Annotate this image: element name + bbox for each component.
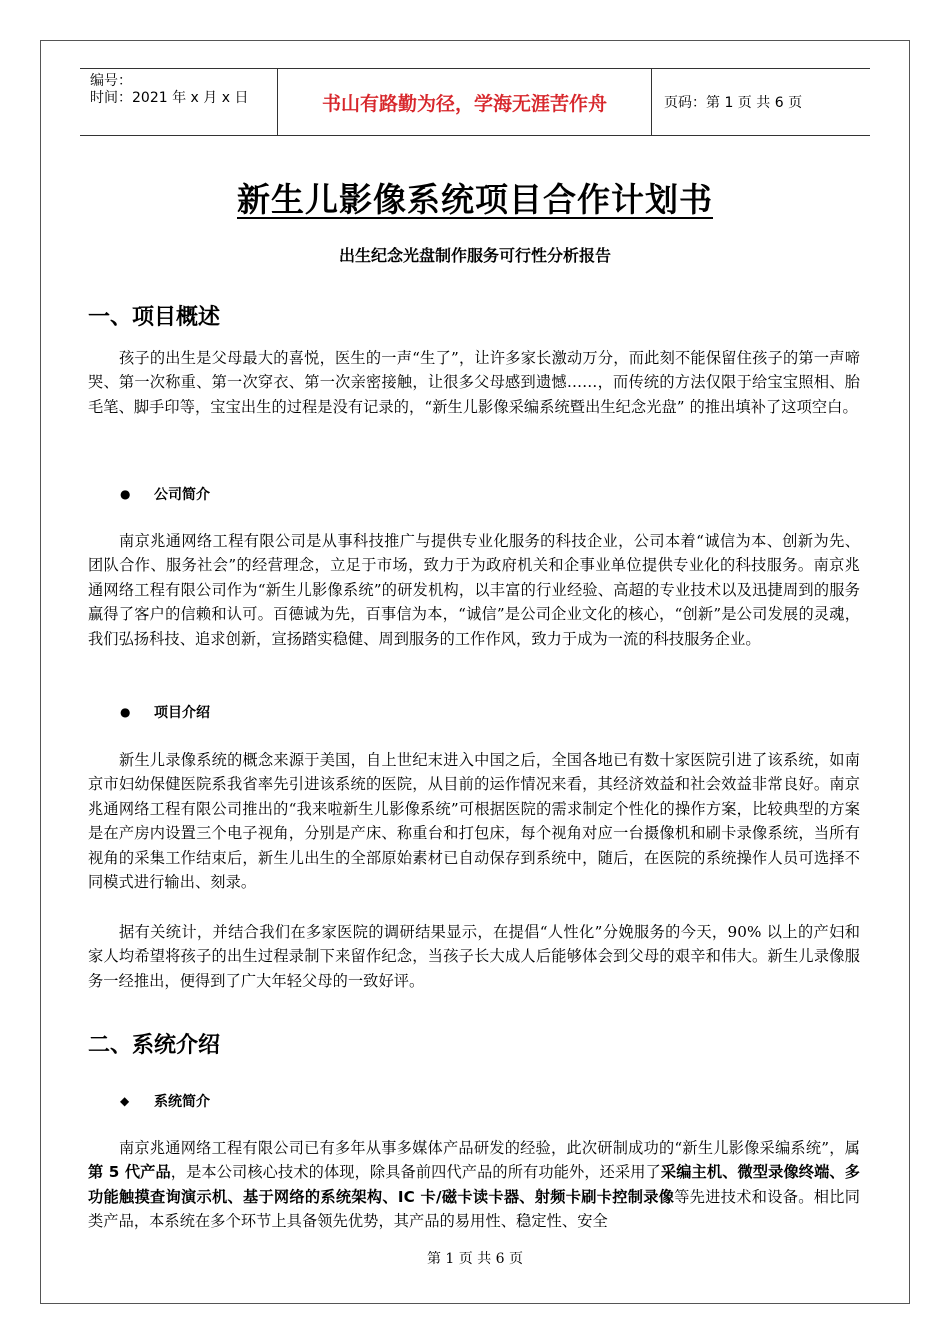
statistics-paragraph: 据有关统计，并结合我们在多家医院的调研结果显示，在提倡“人性化”分娩服务的今天，90% 以上的产妇和家人均希望将孩子的出生过程录制下来留作纪念，当孩子长大成人后能够体会到父母的艰辛和伟大。新生儿录像服务一经推出，便得到了广大年轻父母的一致好评。	[88, 923, 860, 990]
section-heading-overview: 一、项目概述	[88, 305, 221, 330]
bullet-dot-icon: ●	[120, 487, 131, 501]
system-paragraph: 南京兆通网络工程有限公司已有多年从事多媒体产品研发的经验，此次研制成功的“新生儿影像采编系统”，属第 5 代产品，是本公司核心技术的体现，除具备前四代产品的所有功能外，还采用了采编主机、微型录像终端、多功能触摸查询演示机、基于网络的系统架构、IC 卡/磁卡读卡器、射频卡刷卡控制录像等先进技术和设备。相比同类产品，本系统在多个环节上具备领先优势，其产品的易用性、稳定性、安全	[88, 1139, 861, 1231]
bullet-label: 系统简介	[154, 1094, 210, 1110]
bullet-diamond-icon: ◆	[120, 1094, 130, 1108]
document-subtitle: 出生纪念光盘制作服务可行性分析报告	[338, 246, 611, 265]
overview-paragraph: 孩子的出生是父母最大的喜悦，医生的一声“生了”，让许多家长激动万分，而此刻不能保留住孩子的第一声啼哭、第一次称重、第一次穿衣、第一次亲密接触，让很多父母感到遗憾……，而传统的方法仅限于给宝宝照相、胎毛笔、脚手印等，宝宝出生的过程是没有记录的，“新生儿影像采编系统暨出生纪念光盘” 的推出填补了这项空白。	[88, 349, 860, 416]
project-paragraph: 新生儿录像系统的概念来源于美国，自上世纪末进入中国之后，全国各地已有数十家医院引进了该系统，如南京市妇幼保健医院系我省率先引进该系统的医院，从目前的运作情况来看，其经济效益和社会效益非常良好。南京兆通网络工程有限公司推出的“我来啦新生儿影像系统”可根据医院的需求制定个性化的操作方案，比较典型的方案是在产房内设置三个电子视角，分别是产床、称重台和打包床，每个视角对应一台摄像机和刷卡录像系统，当所有视角的采集工作结束后，新生儿出生的全部原始素材已自动保存到系统中，随后，在医院的系统操作人员可选择不同模式进行输出、刻录。	[88, 751, 860, 892]
header-page-info: 页码：第 1 页 共 6 页	[664, 95, 803, 111]
page-border	[40, 40, 910, 1304]
page-header	[80, 68, 870, 136]
document-number-label: 编号：	[90, 73, 132, 89]
company-paragraph: 南京兆通网络工程有限公司是从事科技推广与提供专业化服务的科技企业，公司本着“诚信为本、创新为先、团队合作、服务社会”的经营理念，立足于市场，致力于为政府机关和企事业单位提供专业化的科技服务。南京兆通网络工程有限公司作为“新生儿影像系统”的研发机构，以丰富的行业经验、高超的专业技术以及迅捷周到的服务赢得了客户的信赖和认可。百德诚为先，百事信为本，“诚信”是公司企业文化的核心，“创新”是公司发展的灵魂，我们弘扬科技、追求创新，宣扬踏实稳健、周到服务的工作作风，致力于成为一流的科技服务企业。	[88, 532, 860, 648]
document-date: 时间：2021 年 x 月 x 日	[90, 90, 249, 106]
page-footer: 第 1 页 共 6 页	[426, 1251, 524, 1267]
emphasis-generation: 第 5 代产品	[88, 1163, 171, 1182]
bullet-system-intro	[120, 1091, 210, 1111]
bullet-project-intro	[120, 702, 210, 722]
section-heading-system: 二、系统介绍	[88, 1033, 221, 1058]
header-motto: 书山有路勤为径，学海无涯苦作舟	[278, 69, 652, 135]
header-info	[80, 69, 278, 135]
document-title: 新生儿影像系统项目合作计划书	[237, 180, 713, 219]
bullet-dot-icon: ●	[120, 705, 131, 719]
bullet-company-intro	[120, 484, 210, 504]
bullet-label: 公司简介	[154, 487, 210, 503]
bullet-label: 项目介绍	[154, 705, 210, 721]
emphasis-technologies: 采编主机、微型录像终端、多功能触摸查询演示机、基于网络的系统架构、IC 卡/磁卡读卡器、射频卡刷卡控制录像	[88, 1163, 861, 1206]
